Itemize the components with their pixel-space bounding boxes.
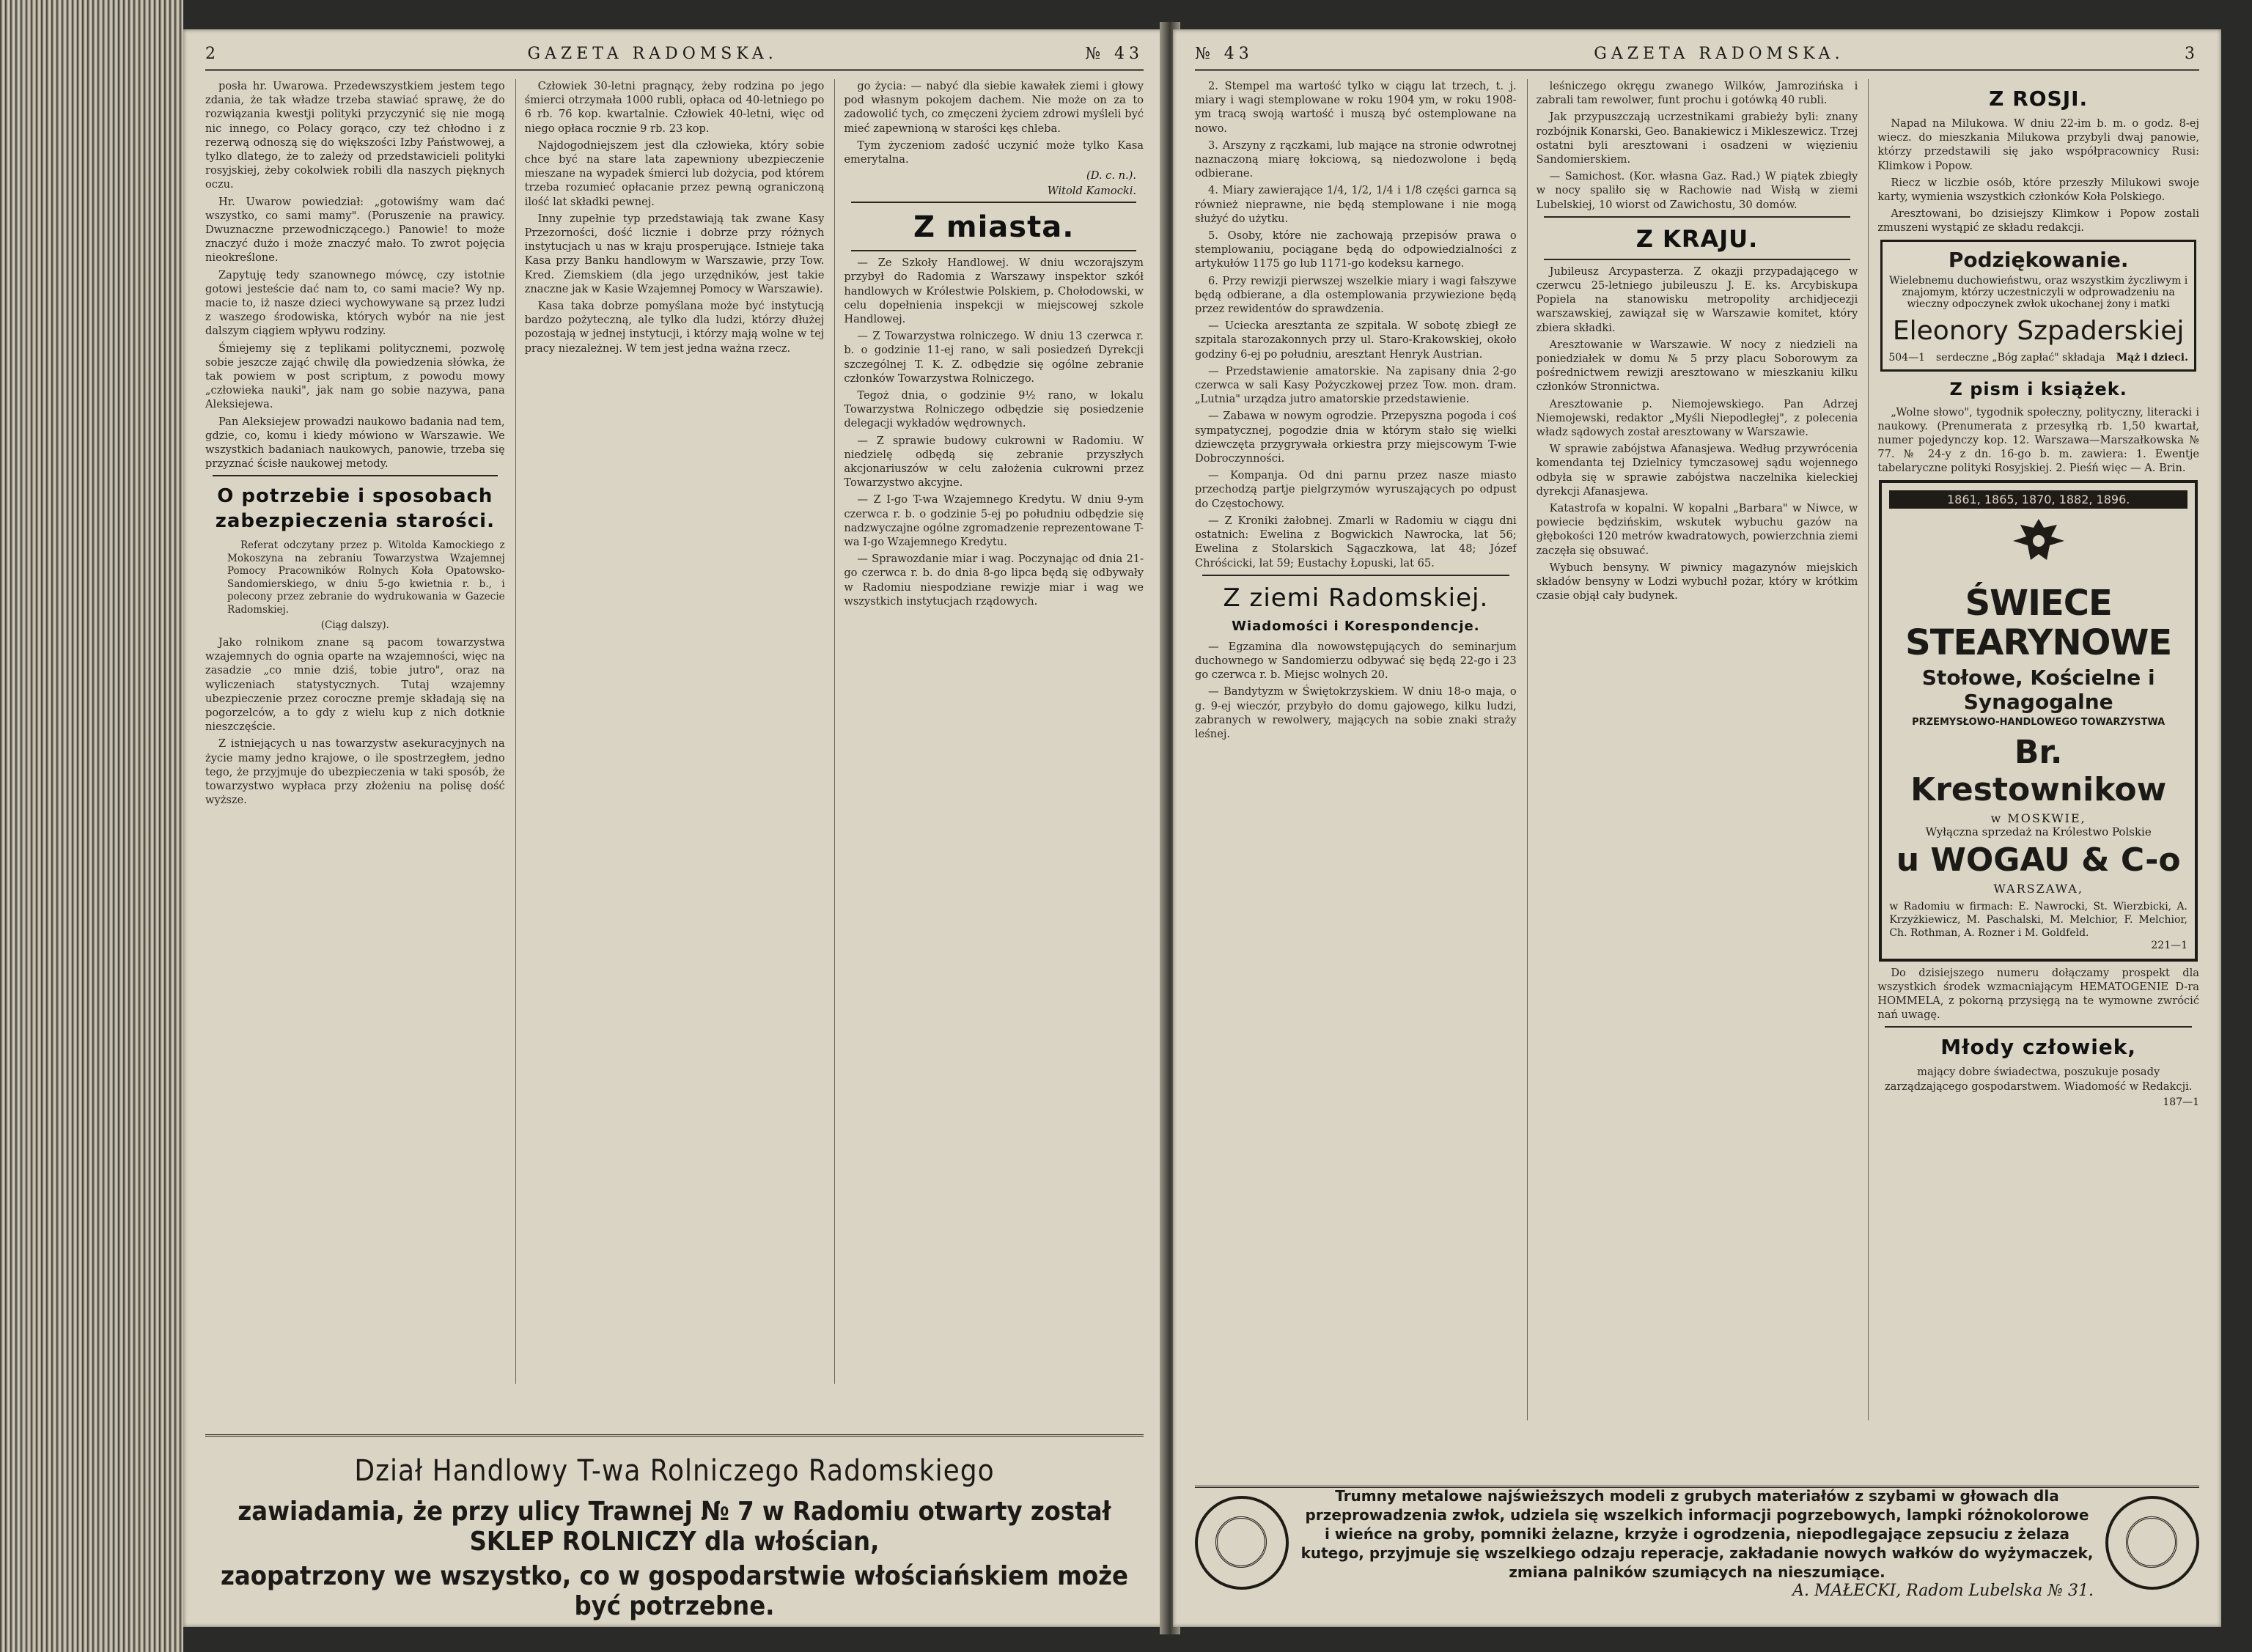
left-seal-icon: [1195, 1496, 1289, 1590]
thanks-closing: serdeczne „Bóg zapłać" składaja: [1936, 351, 2105, 364]
candle-distributor: u WOGAU & C-o: [1896, 841, 2181, 879]
article-paragraph: Pan Aleksiejew prowadzi naukowo badania nad tem, gdzie, co, komu i kiedy mówiono w Warszawie. We wszystkich badaniach naukowych, panowie, trzeba się przyznać ścisłe naukowej metody.: [205, 415, 505, 471]
article-paragraph: Kasa taka dobrze pomyślana może być instytucją bardzo pożyteczną, ale tylko dla ludzi, którzy dłużej pozostają w jednej instytucji, i którzy mają wolne w tej pracy niezależnej. W tem jest jedna ważna rzecz.: [524, 300, 825, 355]
article-paragraph: 5. Osoby, które nie zachowają przepisów prawa o stemplowaniu, pociągane będą do odpowiedzialności z artykułów 1175 go lub 1171-go kodeksu karnego.: [1195, 229, 1517, 270]
masthead: GAZETA RADOMSKA.: [527, 44, 778, 63]
issue-number: № 43: [1085, 44, 1144, 63]
banner-line: zaopatrzony we wszystko, co w gospodarstwie włościańskiem może być potrzebne.: [221, 1561, 1128, 1621]
divider: [1544, 259, 1851, 260]
right-col-1: [1195, 79, 1517, 1420]
article-paragraph: Jak przypuszczają ucrzestnikami grabieży byli: znany rozbójnik Konarski, Geo. Banakiewicz i Mikleszewicz. Trzej ostatni byli aresztowani i osadzeni w więzieniu Sandomierskiem.: [1536, 111, 1858, 166]
news-item: — Z I-go T-wa Wzajemnego Kredytu. W dniu 9-ym czerwca r. b. o godzinie 5-ej po południu odbędzie się nadzwyczajne ogólne zgromadzenie reprezentowane T-wa I-go Wzajemnego Kredytu.: [844, 493, 1144, 549]
article-paragraph: go życia: — nabyć dla siebie kawałek ziemi i głowy pod własnym pokojem dachem. Nie może on za to zadowolić tych, co zmęczeni życiem zdrowi myśleli być mieć zapewnioną w starości kęs chleba.: [844, 80, 1144, 135]
news-item: — Przedstawienie amatorskie. Na zapisany dnia 2-go czerwca w sali Kasy Pożyczkowej przez Tow. mon. dram. „Lutnia" urządza jutro amatorskie przedstawienie.: [1195, 364, 1517, 406]
candle-note: Wyłączna sprzedaż na Królestwo Polskie: [1925, 825, 2152, 838]
news-item: Jubileusz Arcypasterza. Z okazji przypadającego w czerwcu 25-letniego jubileuszu J. E. ks. Arcybiskupa Popiela na stanowisku metropolity archidjecezji warszawskiej, zawiązał się w Warszawie komitet, który zbiera składki.: [1536, 265, 1858, 334]
news-item: — Egzamina dla nowowstępujących do seminarjum duchownego w Sandomierzu odbywać się będą 22-go i 23 go czerwca r. b. Miejsc wolnych 20.: [1195, 640, 1517, 682]
thanks-notice: [1880, 240, 2196, 372]
left-page: [183, 29, 1166, 1627]
referat-intro: Referat odczytany przez p. Witolda Kamockiego z Mokoszyna na zebraniu Towarzystwa Wzajemnej Pomocy Pracowników Rolnych Koła Opatowsko-Sandomierskiego, w dniu 5-go kwietnia r. b., i polecony przez zebranie do wydrukowania w Gazecie Radomskiej.: [227, 539, 505, 616]
article-paragraph: Zapytuję tedy szanownego mówcę, czy istotnie gotowi jesteście dać nam to, co sami macie? Wy np. macie to, iż nasze dzieci wychowywane są przez ludzi z waszego środowiska, których wybór na nie jest dalszym ciągiem wpływu rodziny.: [205, 268, 505, 338]
left-columns: [205, 79, 1144, 1384]
right-col-2: [1527, 79, 1858, 1420]
candle-agents: w Radomiu w firmach: E. Nawrocki, St. Wierzbicki, A. Krzyżkiewicz, M. Paschalski, M. Melchior, F. Melchior, Ch. Rothman, A. Rozner i M. Goldfeld.: [1889, 900, 2188, 939]
eagle-emblem-icon: [2006, 513, 2072, 572]
section-heading: Z ROSJI.: [1989, 86, 2089, 111]
footer-content: [1300, 1486, 2094, 1600]
coffin-advertisement: [1195, 1486, 2199, 1598]
signature-author: Witold Kamocki.: [1047, 185, 1137, 198]
award-years: 1861, 1865, 1870, 1882, 1896.: [1889, 490, 2187, 509]
news-item: W sprawie zabójstwa Afanasjewa. Według przywrócenia komendanta tej Dzielnicy tymczasowej sądu wojennego odbyła się w sprawie zabójstwa naczelnika kieleckiej dyrekcji Afanasjewa.: [1536, 443, 1858, 498]
divider: [851, 250, 1136, 251]
young-man-title: Młody człowiek,: [1940, 1035, 2137, 1060]
article-paragraph: Tym życzeniom zadość uczynić może tylko Kasa emerytalna.: [844, 139, 1144, 166]
right-seal-icon: [2105, 1496, 2199, 1590]
article-paragraph: 3. Arszyny z rączkami, lub mające na stronie odwrotnej naznaczoną miarę łokciową, są niedozwolone i będą odbierane.: [1195, 139, 1517, 180]
news-item: — Sprawozdanie miar i wag. Poczynając od dnia 21-go czerwca r. b. do dnia 8-go lipca będą się odbywały w Radomiu niespodziane rewizje miar i wag we wszystkich instytucjach rządowych.: [844, 553, 1144, 608]
thanks-name: Eleonory Szpaderskiej: [1892, 315, 2185, 346]
medical-notice: Do dzisiejszego numeru dołączamy prospekt dla wszystkich środek wzmacniającym HEMATOGENIE D-ra HOMMELA, z pokorną przysięgą na te wymowne zwrócić nań uwagę.: [1877, 966, 2200, 1022]
article-paragraph: leśniczego okręgu zwanego Wilków, Jamrozińska i zabrali tam rewolwer, funt prochu i gotówką 40 rubli.: [1536, 80, 1858, 107]
divider: [1885, 1026, 2192, 1028]
news-item: — Bandytyzm w Świętokrzyskiem. W dniu 18-o maja, o g. 9-ej wieczór, przybyło do domu gajowego, kilku ludzi, zabranych w rewolwery, mających na sobie znaki straży leśnej.: [1195, 685, 1517, 740]
candle-subtitle: Stołowe, Kościelne i Synagogalne: [1921, 665, 2155, 714]
news-item: — Z Towarzystwa rolniczego. W dniu 13 czerwca r. b. o godzinie 11-ej rano, w sali posiedzeń Dyrekcji szczególnej T. K. Z. odbędzie się ogólne zebranie członków Towarzystwa Rolniczego.: [844, 330, 1144, 385]
news-item: — Z sprawie budowy cukrowni w Radomiu. W niedzielę odbędą się zebranie przyszłych akcjonariuszów w celu założenia cukrowni przez Towarzystwo akcyjne.: [844, 434, 1144, 490]
article-paragraph: Inny zupełnie typ przedstawiają tak zwane Kasy Przezorności, dość licznie i dobrze przy różnych instytucjach u nas w kraju prosperujące. Istnieje taka Kasa przy Banku handlowym w Warszawie, przy Tow. Kred. Ziemskiem (dla jego urzędników, jest takie znaczne jak w Kasie Wzajemnej Pomocy w Warszawie).: [524, 212, 825, 295]
section-heading: Z pism i książek.: [1949, 378, 2127, 399]
article-paragraph: 6. Przy rewizji pierwszej wszelkie miary i wagi fałszywe będą odbierane, a dla ostemplowania przywiezione będą przez rewidentów do sprawdzenia.: [1195, 274, 1517, 316]
candle-city: w MOSKWIE,: [1990, 811, 2086, 825]
footer-ad-sign: A. MAŁECKI, Radom Lubelska № 31.: [1792, 1581, 2094, 1600]
young-man-text: mający dobre świadectwa, poszukuje posady zarządzającego gospodarstwem. Wiadomość w Redakcji.: [1884, 1066, 2193, 1093]
divider: [213, 475, 498, 476]
press-review: „Wolne słowo", tygodnik społeczny, polityczny, literacki i naukowy. (Prenumerata z przesyłką rb. 1,50 kwartał, numer pojedynczy kop. 12. Warszawa—Marszałkowska № 77. № 24-y z dn. 16-go b. m. zawiera: 1. Ewentje tabelaryczne polityki Rosyjskiej. 2. Pieśń więc — A. Brin.: [1877, 405, 2200, 475]
article-paragraph: — Samichost. (Kor. własna Gaz. Rad.) W piątek zbiegły w nocy spaliło się w Rachowie nad Wisłą w ziemi Lubelskiej, 10 wiorst od Zawichostu, 30 domów.: [1536, 170, 1858, 211]
article-paragraph: 2. Stempel ma wartość tylko w ciągu lat trzech, t. j. miary i wagi stemplowane w roku 1904 ym, w roku 1908-ym tracą swoją wartość i muszą być ostemplowane na nowo.: [1195, 80, 1517, 135]
section-heading: Z KRAJU.: [1635, 224, 1759, 253]
left-col-1: [205, 79, 505, 1384]
divider: [1202, 575, 1509, 576]
masthead: GAZETA RADOMSKA.: [1594, 44, 1844, 63]
article-paragraph: Człowiek 30-letni pragnący, żeby rodzina po jego śmierci otrzymała 1000 rubli, opłaca od 40-letniego po 6 rb. 76 kop. kwartalnie. Człowiek 40-letni, więc od niego opłaca rocznie 9 rb. 23 kop.: [524, 80, 825, 135]
candle-advertisement: [1879, 480, 2198, 962]
banner-line: zawiadamia, że przy ulicy Trawnej № 7 w Radomiu otwarty został SKLEP ROLNICZY dla włościan,: [238, 1497, 1111, 1557]
article-paragraph: Śmiejemy się z teplikami politycznemi, pozwolę sobie jeszcze zająć chwilę dla powiedzenia słówka, że tak powiem w post scriptum, z powodu mowy „człowieka nauki", jak nam go sobie nazywa, pana Aleksiejewa.: [205, 342, 505, 411]
right-running-head: [1195, 43, 2199, 71]
section-heading: O potrzebie i sposobach zabezpieczenia starości.: [215, 485, 495, 533]
left-running-head: [205, 43, 1144, 71]
section-heading: Z ziemi Radomskiej.: [1223, 583, 1489, 613]
news-item: — Ze Szkoły Handlowej. W dniu wczorajszym przybył do Radomia z Warszawy inspektor szkół handlowych w Królestwie Polskiem, p. Chołodowski, w celu dopełnienia inspekcji w miejscowej szkole Handlowej.: [844, 257, 1144, 326]
left-col-3: [834, 79, 1144, 1384]
news-item: Tegoż dnia, o godzinie 9½ rano, w lokalu Towarzystwa Rolniczego odbędzie się posiedzenie delegacji wykładów wędrownych.: [844, 389, 1144, 430]
right-col-3: [1868, 79, 2199, 1420]
article-paragraph: Riecz w liczbie osób, które przeszły Milukowi swoje karty, wymienia wszystkich członków Koła Polskiego.: [1877, 176, 2200, 204]
section-heading: Z miasta.: [913, 210, 1075, 245]
article-paragraph: Aresztowani, bo dzisiejszy Klimkow i Popow zostali zmuszeni wystąpić ze składu redakcji.: [1877, 207, 2200, 235]
candle-brand: Br. Krestownikow: [1910, 733, 2167, 808]
article-paragraph: Najdogodniejszem jest dla człowieka, który sobie chce być na stare lata zapewniony ubezpieczenie mieszane na wypadek śmierci lub dożycia, pod którem trzeba rozumieć opłacanie przez pewną ograniczoną ilość lat składki pewnej.: [524, 139, 825, 208]
news-item: Aresztowanie w Warszawie. W nocy z niedzieli na poniedziałek w domu № 5 przy placu Soborowym za pośrednictwem rewizji aresztowano w mieszkaniu kilku członków Stronnictwa.: [1536, 338, 1858, 394]
article-paragraph: Jako rolnikom znane są pacom towarzystwa wzajemnych do ognia oparte na wzajemności, więc na zasadzie „co mnie dziś, tobie jutro", oraz na wyliczeniach statystycznych. Tutaj wzajemny ubezpieczenie przez coroczne premje składają się na pogorzelców, a to gdy z wielu kup z nich dotknie nieszczęście.: [205, 635, 505, 734]
article-paragraph: Napad na Milukowa. W dniu 22-im b. m. o godz. 8-ej wiecz. do mieszkania Milukowa przybyli dwaj panowie, którzy przedstawili się jako współpracownicy Rusi: Klimkow i Popow.: [1877, 117, 2200, 172]
thanks-text: Wielebnemu duchowieństwu, oraz wszystkim życzliwym i znajomym, którzy uczestniczyli w odprowadzeniu na wieczny odpoczynek zwłok ukochanej żony i matki: [1889, 274, 2188, 310]
right-page: [1173, 29, 2221, 1627]
book-binding-edge: [0, 0, 183, 1652]
article-paragraph: posła hr. Uwarowa. Przedewszystkiem jestem tego zdania, że tak władze trzeba stawiać sprawę, że do rozwiązania kwestji polityki przyczynić się nie mogą nic innego, co Polacy gorąco, czy też chłodno i z rezerwą odnoszą się do większości Izby Państwowej, a tylko dlatego, że to zależy od przedstawicieli polityki rosyjskiej, żeby cokolwiek robili dla naszych pięknych oczu.: [205, 80, 505, 191]
divider: [1544, 216, 1851, 218]
article-paragraph: 4. Miary zawierające 1/4, 1/2, 1/4 i 1/8 części garnca są również nieprawne, nie będą stemplowane i nie mogą służyć do użytku.: [1195, 184, 1517, 225]
news-item: — Zabawa w nowym ogrodzie. Przepyszna pogoda i coś sympatycznej, pogodzie dnia w którym stało się wielki dziewczęta przygrywała orkiestra przy miejscowym T-wie Dobroczynności.: [1195, 410, 1517, 465]
footer-ad-text: Trumny metalowe najświeższych modeli z grubych materiałów z szybami w głowach dla przeprowadzenia zwłok, udziela się wszelkich informacji pogrzebowych, lampki różnokolorowe i wieńce na groby, pomniki żelazne, krzyże i ogrodzenia, niepodlegające zepsuciu z żelaza kutego, przyjmuje się wszelkiego odzaju reperacje, zakładanie nowych wałków do wyżymaczek, zmiana palników szumiących na nieszumiące.: [1300, 1486, 2094, 1581]
young-man-ref: 187—1: [2163, 1096, 2200, 1108]
candle-ref: 221—1: [2151, 939, 2188, 951]
news-item: Aresztowanie p. Niemojewskiego. Pan Adrzej Niemojewski, redaktor „Myśli Niepodległej", z polecenia władz sądowych został aresztowany w Warszawie.: [1536, 397, 1858, 439]
news-item: Wybuch bensyny. W piwnicy magazynów miejskich składów bensyny w Lodzi wybuchł pożar, który w krótkim czasie objął cały budynek.: [1536, 561, 1858, 602]
news-item: — Uciecka aresztanta ze szpitala. W sobotę zbiegł ze szpitala starozakonnych przy ul. Staro-Krakowskiej, około godziny 6-ej po południu, aresztant Henryk Austrian.: [1195, 320, 1517, 361]
section-subheading: Wiadomości i Korespondencje.: [1232, 618, 1480, 634]
news-item: — Kompanja. Od dni parnu przez nasze miasto przechodzą partje pielgrzymów wyruszających po odpust do Częstochowy.: [1195, 469, 1517, 510]
news-item: Katastrofa w kopalni. W kopalni „Barbara" w Niwce, w powiecie będzińskim, wskutek wybuchu gazów na głębokości 120 metrów kwadratowych, powierzchnia ziemi zaczęła się obsuwać.: [1536, 502, 1858, 557]
thanks-title: Podziękowanie.: [1948, 247, 2129, 272]
page-number: 2: [205, 44, 220, 63]
issue-number: № 43: [1195, 44, 1254, 63]
divider: [851, 202, 1136, 203]
news-item: — Z Kroniki żałobnej. Zmarli w Radomiu w ciągu dni ostatnich: Ewelina z Bogwickich Nawrocka, lat 56; Ewelina z Stolarskich Sągaczkowa, lat 48; Józef Chróścicki, lat 59; Eustachy Łopuski, lat 65.: [1195, 514, 1517, 569]
store-banner: [205, 1434, 1144, 1621]
thanks-ref: 504—1: [1888, 351, 1925, 364]
candle-company-type: PRZEMYSŁOWO-HANDLOWEGO TOWARZYSTWA: [1912, 716, 2165, 728]
candle-distributor-city: WARSZAWA,: [1993, 881, 2083, 896]
continued-note: (Ciąg dalszy).: [320, 619, 389, 632]
right-columns: [1195, 79, 2199, 1420]
article-paragraph: Hr. Uwarow powiedział: „gotowiśmy wam dać wszystko, co sami mamy". (Poruszenie na prawicy. Dwuznaczne przewodniczącego.) Panowie! to może znaczyć dużo i może znaczyć mało. To zwrot pojęcia nieokreślone.: [205, 195, 505, 265]
left-col-2: [515, 79, 825, 1384]
page-number: 3: [2185, 44, 2199, 63]
thanks-footer: [1888, 352, 2188, 364]
article-paragraph: Z istniejących u nas towarzystw asekuracyjnych na życie mamy jedno krajowe, o ile spostrzegłem, jedno tego, że przyjmuje do ubezpieczenia w taki sposób, że towarzystwo wypłaca przy złożeniu na polisę dość wyższe.: [205, 737, 505, 807]
thanks-signer: Mąż i dzieci.: [2116, 351, 2189, 364]
candle-main-title: ŚWIECE STEARYNOWE: [1905, 582, 2172, 663]
banner-title: Dział Handlowy T-wa Rolniczego Radomskiego: [354, 1454, 995, 1488]
signature-continued: (D. c. n.).: [1086, 169, 1137, 182]
